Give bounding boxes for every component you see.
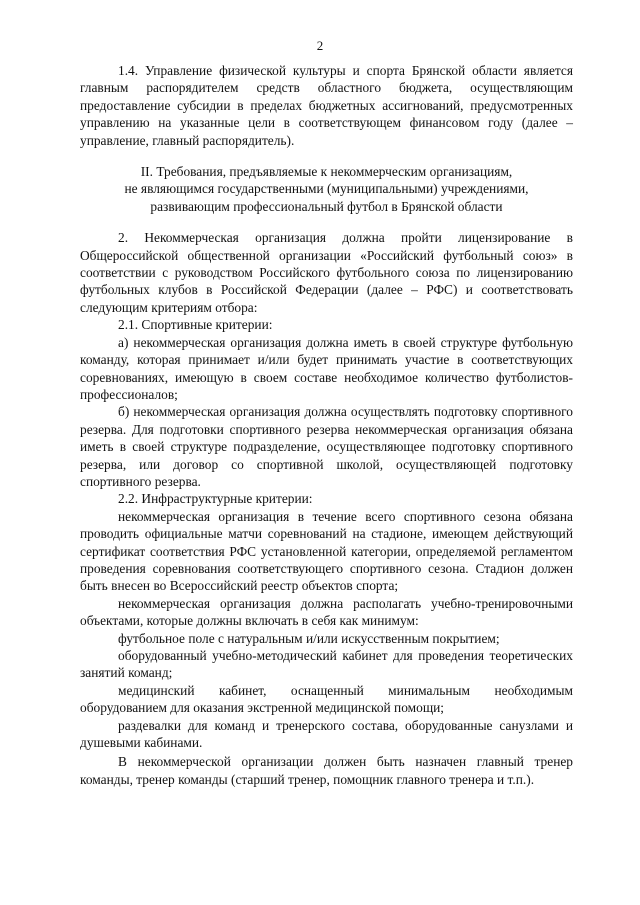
paragraph-head-coach: В некоммерческой организации должен быть назначен главный тренер команды, тренер команды (старший тренер, помощник главного тренера и т.п.). [80,754,573,787]
list-item-football-field: футбольное поле с натуральным и/или искусственным покрытием; [118,630,500,646]
paragraph-1-4: 1.4. Управление физической культуры и спорта Брянской области является главным распорядителем средств областного бюджета, осуществляющим предоставление субсидии в пределах бюджетных ассигнований, предусмотренных управлению на указанные цели в соответствующем финансовом году (далее – управление, главный распорядитель). [80,63,573,148]
paragraph-stadium: некоммерческая организация в течение всего спортивного сезона обязана проводить официальные матчи соревнований на стадионе, имеющем действующий сертификат соответствия РФС установленной категории, определяемой регламентом проведения соревнования соответствующего спортивного сезона. Стадион должен быть внесен во Всероссийский реестр объектов спорта; [80,508,573,594]
section-heading-line-3: развивающим профессиональный футбол в Брянской области [150,198,503,214]
paragraph-2-2: 2.2. Инфраструктурные критерии: [118,491,313,507]
list-item-medical-cabinet: медицинский кабинет, оснащенный минимальным необходимым оборудованием для оказания экстренной медицинской помощи; [80,682,573,716]
document-body [80,62,573,788]
section-heading [80,163,573,215]
page-number: 2 [316,38,324,53]
list-item-methodical-cabinet: оборудованный учебно-методический кабинет для проведения теоретических занятий команд; [80,648,573,681]
paragraph-2: 2. Некоммерческая организация должна пройти лицензирование в Общероссийской общественной организации «Российский футбольный союз» в соответствии с руководством Российского футбольного союза по лицензированию футбольных клубов в Российской Федерации (далее – РФС) и соответствовать следующим критериям отбора: [80,230,573,315]
paragraph-training-facilities: некоммерческая организация должна располагать учебно-тренировочными объектами, которые должны включать в себя как минимум: [80,595,573,629]
paragraph-2-1: 2.1. Спортивные критерии: [118,317,273,333]
paragraph-2-1-b: б) некоммерческая организация должна осуществлять подготовку спортивного резерва. Для подготовки спортивного резерва некоммерческая организация обязана иметь в своей структуре подразделение, осуществляющее подготовку спортивного резерва, или договор со спортивной школой, осуществляющей подготовку спортивного резерва. [80,404,573,489]
section-heading-line-1: II. Требования, предъявляемые к некоммерческим организациям, [140,164,513,180]
section-heading-line-2: не являющимся государственными (муниципальными) учреждениями, [124,181,529,197]
list-item-locker-rooms: раздевалки для команд и тренерского состава, оборудованные санузлами и душевыми кабинами. [80,717,573,751]
paragraph-2-1-a: а) некоммерческая организация должна иметь в своей структуре футбольную команду, которая принимает и/или будет принимать участие в соответствующих соревнованиях, имеющую в своем составе необходимое количество футболистов-профессионалов; [80,334,573,402]
